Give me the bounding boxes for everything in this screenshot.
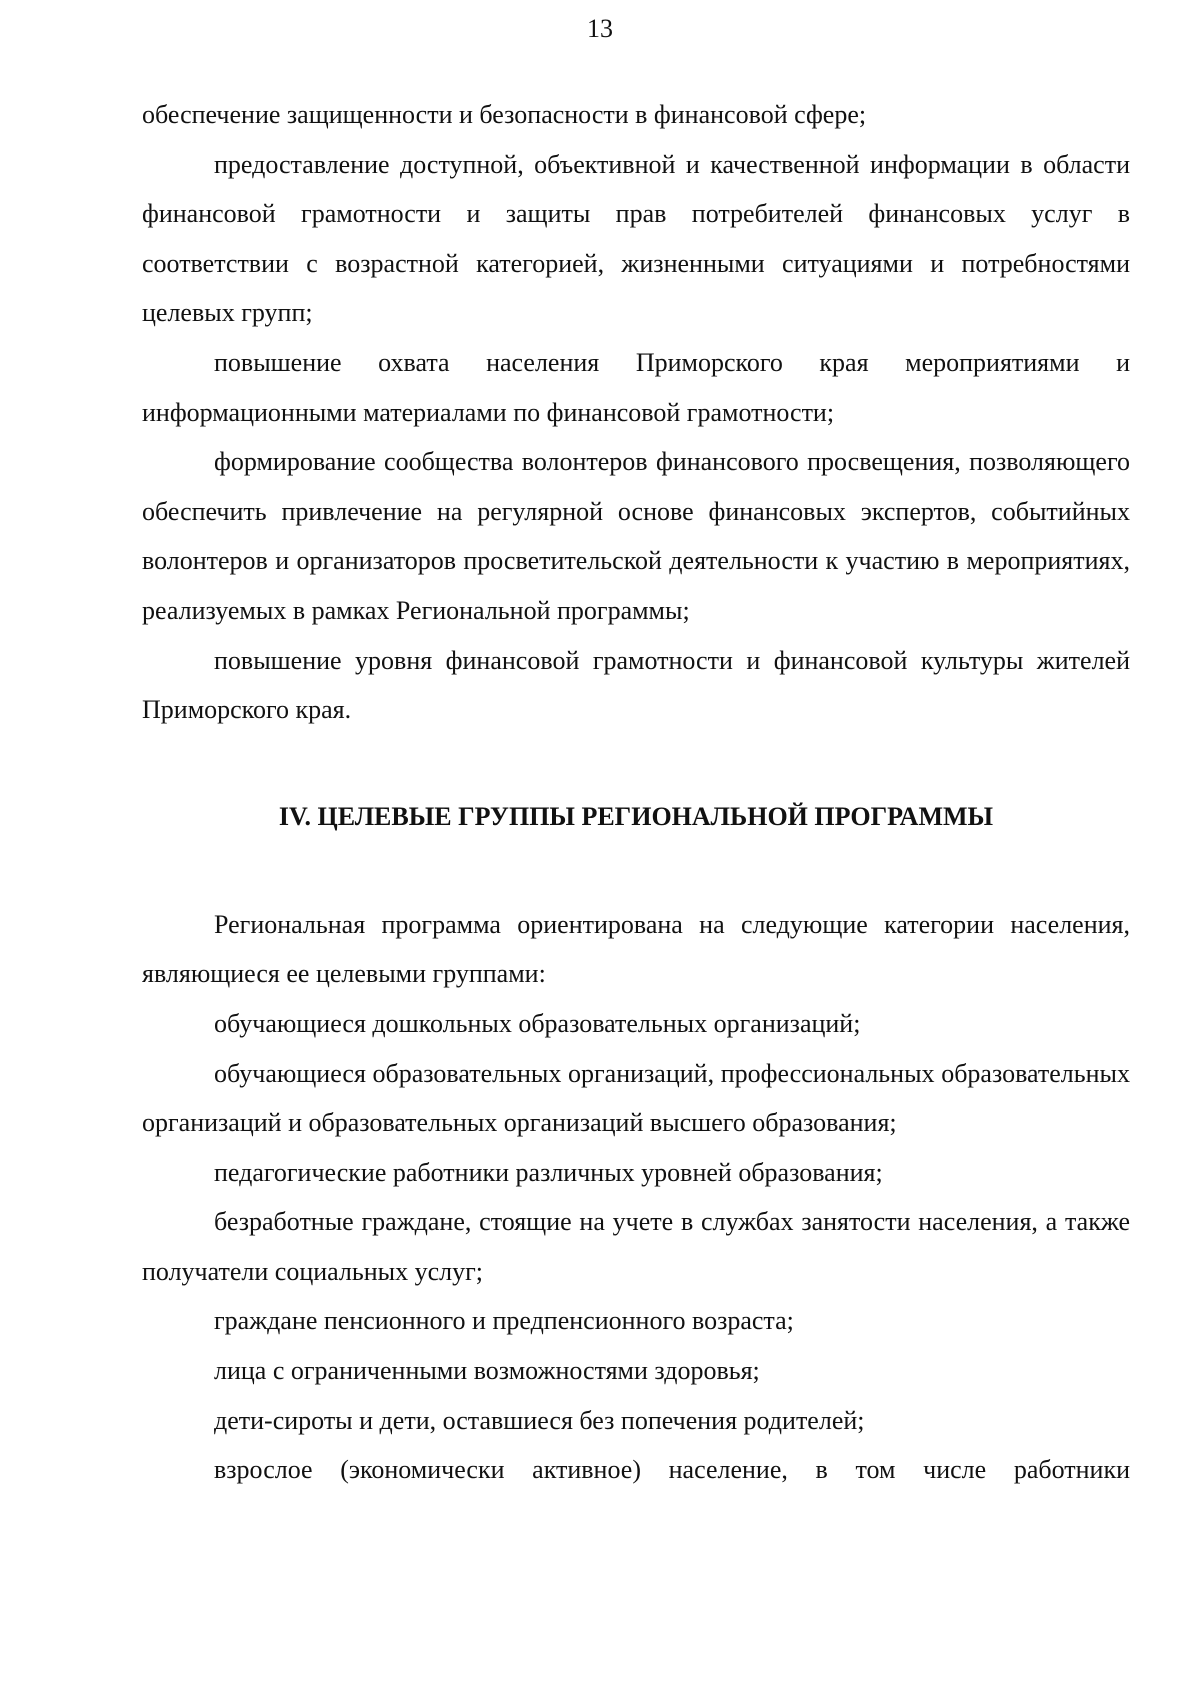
paragraph-information-provision: предоставление доступной, объективной и качественной информации в области финансовой грамотности и защиты прав потребителей финансовых услуг в соответствии с возрастной категорией, жизненными ситуациями и потребностями целевых групп; (142, 149, 1130, 328)
document-body (142, 90, 1130, 1495)
list-item-orphans: дети-сироты и дети, оставшиеся без попечения родителей; (214, 1405, 865, 1435)
list-item-adult-population: взрослое (экономически активное) население, в том числе работники (214, 1455, 1130, 1485)
list-item-pensioners: граждане пенсионного и предпенсионного возраста; (214, 1306, 794, 1336)
list-item-unemployed-citizens: безработные граждане, стоящие на учете в службах занятости населения, а также получатели социальных услуг; (142, 1207, 1130, 1286)
list-item-teachers: педагогические работники различных уровней образования; (214, 1157, 883, 1187)
list-item-preschool-students: обучающиеся дошкольных образовательных организаций; (214, 1008, 861, 1038)
page-number: 13 (587, 14, 613, 43)
paragraph-volunteer-community: формирование сообщества волонтеров финансового просвещения, позволяющего обеспечить привлечение на регулярной основе финансовых экспертов, событийных волонтеров и организаторов просветительской деятельности к участию в мероприятиях, реализуемых в рамках Региональной программы; (142, 447, 1130, 625)
section-heading: IV. ЦЕЛЕВЫЕ ГРУППЫ РЕГИОНАЛЬНОЙ ПРОГРАММЫ (278, 801, 994, 831)
paragraph-target-groups-intro: Региональная программа ориентирована на следующие категории населения, являющиеся ее целевыми группами: (142, 909, 1130, 989)
paragraph-financial-security: обеспечение защищенности и безопасности в финансовой сфере; (142, 100, 867, 129)
list-item-disabled-persons: лица с ограниченными возможностями здоровья; (214, 1356, 760, 1386)
paragraph-literacy-level: повышение уровня финансовой грамотности и финансовой культуры жителей Приморского края. (142, 645, 1130, 725)
list-item-students-education-orgs: обучающиеся образовательных организаций, профессиональных образовательных организаций и образовательных организаций высшего образования; (142, 1058, 1130, 1138)
paragraph-population-coverage: повышение охвата населения Приморского края мероприятиями и информационными материалами по финансовой грамотности; (142, 347, 1130, 427)
